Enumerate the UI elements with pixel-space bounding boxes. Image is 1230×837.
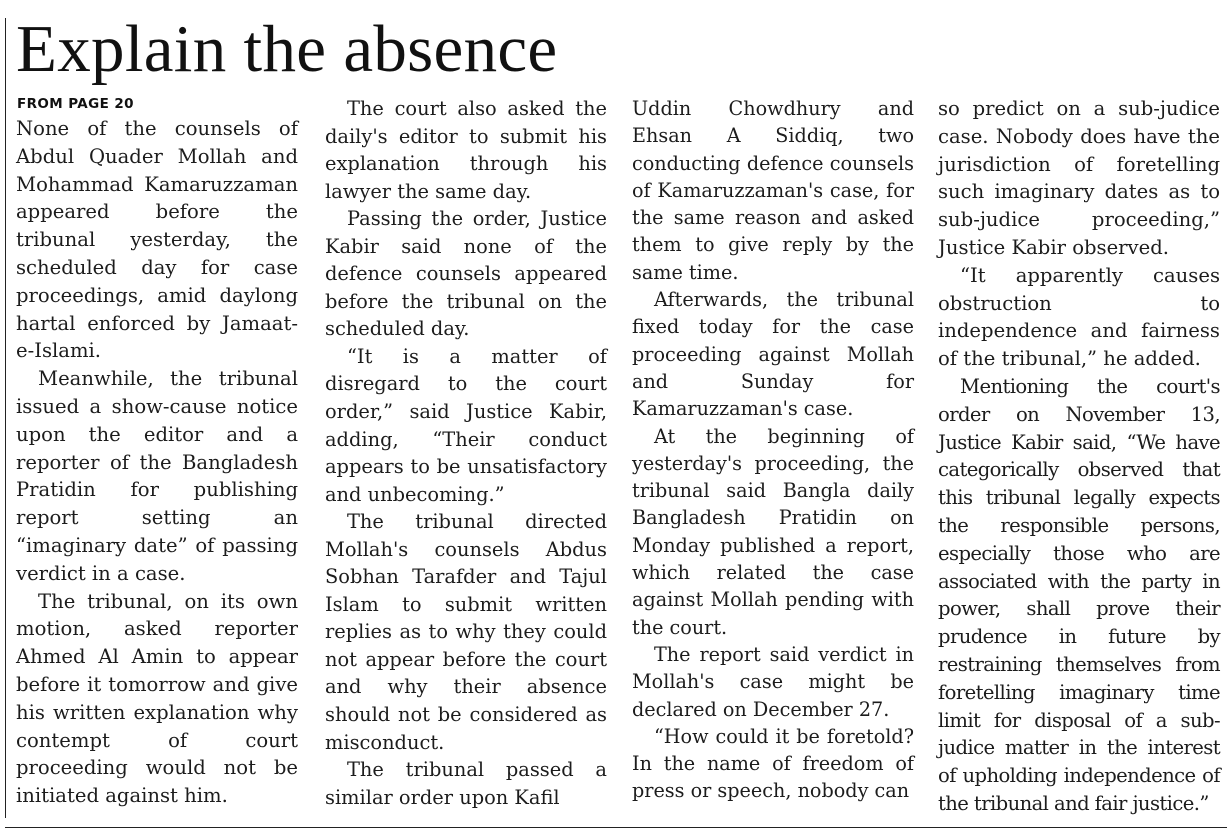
paragraph: “How could it be foretold? In the name of freedom of press or speech, nobody can xyxy=(632,724,914,803)
article-column-4 xyxy=(938,95,1220,818)
paragraph: so predict on a sub-judice case. Nobody does have the jurisdiction of foretelling such imaginary dates as to sub-judice proceeding,” Justice Kabir observed. xyxy=(938,97,1220,259)
article-column-3 xyxy=(632,95,914,805)
left-column-rule xyxy=(5,18,6,818)
paragraph: The report said verdict in Mollah's case might be declared on December 27. xyxy=(632,642,914,721)
paragraph: Mentioning the court's order on November 13, Justice Kabir said, “We have categorically observed that this tribunal legally expects the responsible persons, especially those who are associated with the party in power, shall prove their prudence in future by restraining themselves from foretelling imaginary time limit for disposal of a sub-judice matter in the interest of upholding independence of the tribunal and fair justice.” xyxy=(938,374,1220,815)
article-column-1 xyxy=(16,115,298,810)
paragraph: Uddin Chowdhury and Ehsan A Siddiq, two conducting defence counsels of Kamaruzzaman's case, for the same reason and asked them to give reply by the same time. xyxy=(632,97,914,284)
paragraph: Afterwards, the tribunal fixed today for the case proceeding against Mollah and Sunday for Kamaruzzaman's case. xyxy=(632,288,914,421)
paragraph: The tribunal passed a similar order upon Kafil xyxy=(325,758,607,809)
paragraph: None of the counsels of Abdul Quader Mollah and Mohammad Kamaruzzaman appeared before the tribunal yesterday, the scheduled day for case proceedings, amid daylong hartal enforced by Jamaat-e-Islami. xyxy=(16,117,298,363)
paragraph: Meanwhile, the tribunal issued a show-cause notice upon the editor and a reporter of the Bangladesh Pratidin for publishing report setting an “imaginary date” of passing verdict in a case. xyxy=(16,367,298,585)
article-column-2 xyxy=(325,95,607,811)
paragraph: The tribunal, on its own motion, asked reporter Ahmed Al Amin to appear before it tomorrow and give his written explanation why contempt of court proceeding would not be initiated against him. xyxy=(16,589,298,808)
paragraph: “It is a matter of disregard to the court order,” said Justice Kabir, adding, “Their conduct appears to be unsatisfactory and unbecoming.” xyxy=(325,344,607,506)
paragraph: At the beginning of yesterday's proceeding, the tribunal said Bangla daily Bangladesh Pratidin on Monday published a report, which related the case against Mollah pending with the court. xyxy=(632,424,914,639)
headline: Explain the absence xyxy=(16,12,558,86)
paragraph: The tribunal directed Mollah's counsels Abdus Sobhan Tarafder and Tajul Islam to submit written replies as to why they could not appear before the court and why their absence should not be considered as misconduct. xyxy=(325,510,607,754)
paragraph: The court also asked the daily's editor to submit his explanation through his lawyer the same day. xyxy=(325,97,607,203)
paragraph: Passing the order, Justice Kabir said none of the defence counsels appeared before the tribunal on the scheduled day. xyxy=(325,207,607,341)
bottom-rule xyxy=(5,827,1227,828)
paragraph: “It apparently causes obstruction to independence and fairness of the tribunal,” he added. xyxy=(938,263,1220,371)
jump-kicker: FROM PAGE 20 xyxy=(17,96,134,112)
